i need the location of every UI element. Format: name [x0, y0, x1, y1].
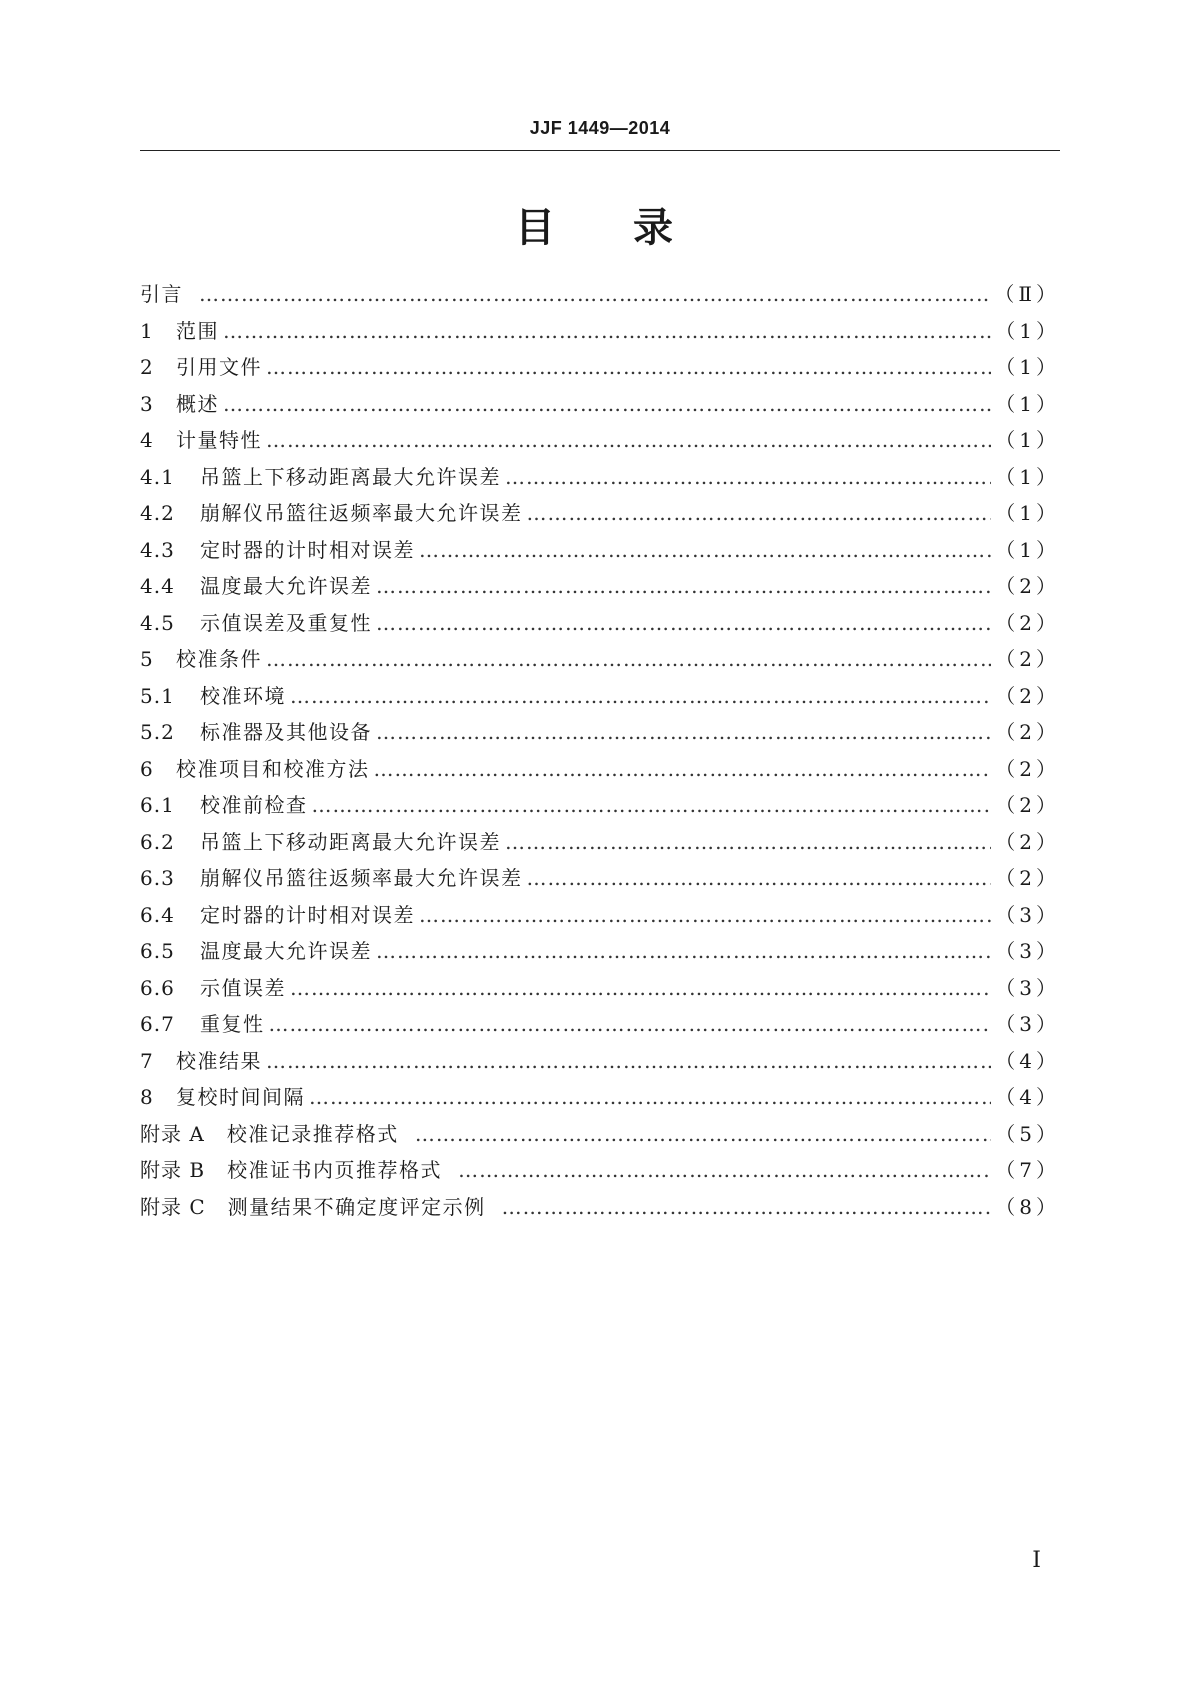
toc-entry-page: （1）: [995, 391, 1060, 416]
toc-entry-number: 6.4: [140, 902, 175, 927]
toc-leader-dots: [290, 976, 991, 1000]
document-code-header: JJF 1449—2014: [529, 118, 671, 138]
toc-leader-dots: [199, 282, 990, 306]
toc-entry[interactable]: [140, 716, 1060, 753]
toc-entry-page: （5）: [995, 1121, 1060, 1146]
toc-leader-dots: [266, 355, 991, 379]
toc-entry[interactable]: [140, 1081, 1060, 1118]
toc-entry-label: 校准证书内页推荐格式: [227, 1158, 443, 1182]
toc-leader-dots: [505, 465, 991, 489]
toc-entry-page: （1）: [995, 428, 1060, 452]
toc-entry-label: 崩解仪吊篮往返频率最大允许误差: [200, 501, 523, 525]
toc-entry[interactable]: [140, 278, 1060, 315]
toc-entry-label: 概述: [176, 391, 219, 416]
toc-entry-label: 校准环境: [200, 683, 286, 708]
toc-leader-dots: [269, 1012, 992, 1036]
toc-leader-dots: [376, 574, 991, 598]
toc-entry[interactable]: [140, 826, 1060, 863]
toc-entry-number: 7: [140, 1048, 154, 1073]
toc-entry[interactable]: [140, 1008, 1060, 1045]
toc-entry-page: （2）: [995, 683, 1060, 708]
toc-entry-label: 吊篮上下移动距离最大允许误差: [200, 829, 501, 854]
table-of-contents: [140, 278, 1060, 1227]
toc-entry-page: （2）: [995, 756, 1060, 781]
toc-entry-label: 校准项目和校准方法: [176, 756, 370, 781]
toc-entry-page: （2）: [995, 720, 1060, 744]
toc-entry-number: 6.1: [140, 793, 175, 817]
toc-leader-dots: [374, 757, 992, 781]
toc-entry-page: （3）: [995, 939, 1060, 963]
toc-entry-label: 温度最大允许误差: [200, 939, 372, 963]
toc-leader-dots: [266, 1049, 991, 1073]
page-number: Ⅰ: [1032, 1548, 1041, 1573]
toc-entry-number: 附录 A: [140, 1121, 205, 1146]
toc-entry-label: 标准器及其他设备: [200, 720, 372, 744]
toc-entry-label: 校准记录推荐格式: [226, 1121, 399, 1146]
toc-entry[interactable]: [140, 789, 1060, 826]
toc-leader-dots: [376, 720, 991, 744]
toc-entry-page: （2）: [995, 866, 1060, 890]
toc-entry-page: （1）: [995, 318, 1060, 343]
toc-leader-dots: [419, 903, 991, 927]
toc-entry-page: （4）: [995, 1048, 1060, 1073]
toc-entry[interactable]: [140, 1118, 1060, 1155]
toc-entry[interactable]: [140, 570, 1060, 607]
toc-entry-label: 吊篮上下移动距离最大允许误差: [200, 464, 501, 489]
toc-entry-number: 4.3: [140, 537, 175, 562]
toc-entry[interactable]: [140, 315, 1060, 352]
toc-entry-page: （Ⅱ）: [994, 282, 1060, 306]
toc-leader-dots: [223, 319, 991, 343]
header-rule: [140, 150, 1060, 151]
toc-entry-page: （3）: [995, 975, 1060, 1000]
toc-entry[interactable]: [140, 935, 1060, 972]
toc-entry-page: （3）: [995, 1012, 1060, 1036]
toc-entry-page: （7）: [995, 1158, 1060, 1182]
toc-entry-number: 6.3: [140, 866, 175, 890]
toc-entry[interactable]: [140, 497, 1060, 534]
page-title: [140, 196, 1060, 253]
toc-leader-dots: [312, 793, 992, 817]
toc-entry-number: 6.6: [140, 975, 175, 1000]
toc-entry-label: 示值误差: [200, 975, 286, 1000]
toc-entry[interactable]: [140, 1154, 1060, 1191]
toc-entry[interactable]: [140, 534, 1060, 571]
toc-entry-page: （8）: [995, 1194, 1060, 1219]
toc-leader-dots: [527, 866, 992, 890]
toc-entry-label: 测量结果不确定度评定示例: [227, 1194, 486, 1219]
toc-entry[interactable]: [140, 461, 1060, 498]
toc-leader-dots: [376, 939, 991, 963]
toc-entry-page: （2）: [995, 574, 1060, 598]
toc-leader-dots: [419, 538, 991, 562]
toc-entry-number: 5.2: [140, 720, 175, 744]
toc-leader-dots: [415, 1122, 991, 1146]
toc-entry-label: 校准结果: [176, 1048, 262, 1073]
toc-leader-dots: [309, 1085, 991, 1109]
toc-entry-label: 重复性: [200, 1012, 265, 1036]
toc-entry-number: 6.7: [140, 1012, 175, 1036]
toc-entry-number: 2: [140, 355, 154, 379]
toc-entry-number: 8: [140, 1085, 154, 1109]
toc-entry-label: 范围: [176, 318, 219, 343]
title-char-1: 目: [515, 205, 567, 251]
toc-entry-number: 6.2: [140, 829, 175, 854]
toc-entry[interactable]: [140, 753, 1060, 790]
toc-entry-page: （3）: [995, 902, 1060, 927]
toc-entry[interactable]: [140, 351, 1060, 388]
toc-entry-label: 复校时间间隔: [176, 1085, 305, 1109]
toc-entry-label: 计量特性: [176, 428, 262, 452]
toc-entry-number: 4.5: [140, 610, 175, 635]
toc-entry-number: 4.4: [140, 574, 175, 598]
toc-entry-label: 校准前检查: [200, 793, 308, 817]
toc-entry[interactable]: [140, 1191, 1060, 1228]
toc-entry-number: 4: [140, 428, 154, 452]
toc-entry-number: 4.2: [140, 501, 175, 525]
toc-entry-page: （2）: [995, 829, 1060, 854]
toc-leader-dots: [527, 501, 992, 525]
toc-entry[interactable]: [140, 643, 1060, 680]
toc-entry-label: 定时器的计时相对误差: [200, 902, 415, 927]
toc-entry-page: （1）: [995, 464, 1060, 489]
toc-entry-label: 示值误差及重复性: [200, 610, 372, 635]
toc-entry[interactable]: [140, 424, 1060, 461]
toc-leader-dots: [223, 392, 991, 416]
toc-entry[interactable]: [140, 862, 1060, 899]
toc-entry-number: 6.5: [140, 939, 175, 963]
toc-entry-label: 引言: [140, 282, 183, 306]
toc-leader-dots: [266, 428, 991, 452]
toc-entry[interactable]: [140, 680, 1060, 717]
toc-entry-page: （1）: [995, 355, 1060, 379]
toc-entry-label: 引用文件: [176, 355, 262, 379]
toc-entry-number: 附录 C: [140, 1194, 206, 1219]
toc-entry-number: 4.1: [140, 464, 175, 489]
toc-entry-number: 1: [140, 318, 154, 343]
toc-entry-label: 定时器的计时相对误差: [200, 537, 415, 562]
toc-entry-number: 6: [140, 756, 154, 781]
toc-entry-page: （1）: [995, 501, 1060, 525]
toc-leader-dots: [458, 1158, 991, 1182]
toc-entry[interactable]: [140, 972, 1060, 1009]
toc-entry-number: 3: [140, 391, 154, 416]
toc-entry-page: （2）: [995, 647, 1060, 671]
toc-entry-label: 崩解仪吊篮往返频率最大允许误差: [200, 866, 523, 890]
toc-entry-number: 5.1: [140, 683, 175, 708]
toc-entry[interactable]: [140, 899, 1060, 936]
title-char-2: 录: [633, 205, 685, 251]
toc-leader-dots: [266, 647, 991, 671]
toc-entry-number: 附录 B: [140, 1158, 206, 1182]
toc-entry-page: （2）: [995, 610, 1060, 635]
toc-leader-dots: [290, 684, 991, 708]
toc-entry[interactable]: [140, 607, 1060, 644]
toc-entry[interactable]: [140, 1045, 1060, 1082]
toc-entry-number: 5: [140, 647, 154, 671]
toc-leader-dots: [502, 1195, 992, 1219]
toc-entry-label: 温度最大允许误差: [200, 574, 372, 598]
toc-entry[interactable]: [140, 388, 1060, 425]
toc-leader-dots: [376, 611, 991, 635]
toc-entry-label: 校准条件: [176, 647, 262, 671]
toc-entry-page: （4）: [995, 1085, 1060, 1109]
toc-leader-dots: [505, 830, 991, 854]
toc-entry-page: （2）: [995, 793, 1060, 817]
toc-entry-page: （1）: [995, 537, 1060, 562]
